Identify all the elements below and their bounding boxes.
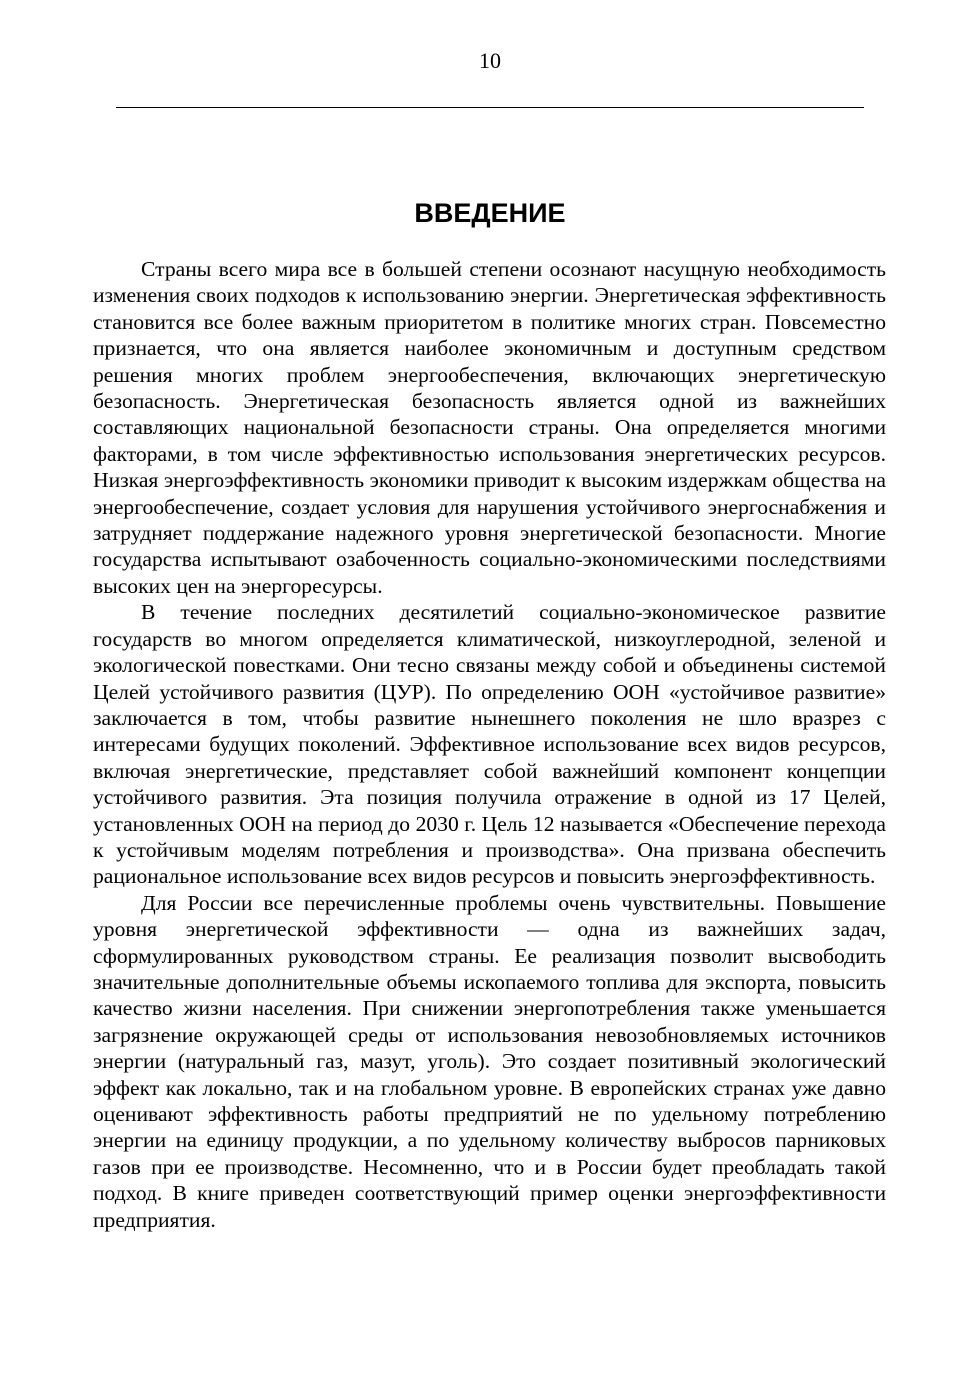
paragraph: В течение последних десятилетий социально-экономическое развитие государств во многом определяется климатической, низкоуглеродной, зеленой и экологической повестками. Они тесно связаны между собой и объединены системой Целей устойчивого развития (ЦУР). По определению ООН «устойчивое развитие» заключается в том, чтобы развитие нынешнего поколения не шло вразрез с интересами будущих поколений. Эффективное использование всех видов ресурсов, включая энергетические, представляет собой важнейший компонент концепции устойчивого развития. Эта позиция получила отражение в одной из 17 Целей, установленных ООН на период до 2030 г. Цель 12 называется «Обеспечение перехода к устойчивым моделям потребления и производства». Она призвана обеспечить рациональное использование всех видов ресурсов и повысить энергоэффективность. <box>93 600 886 889</box>
paragraph: Страны всего мира все в большей степени осознают насущную необходимость изменения своих подходов к использованию энергии. Энергетическая эффективность становится все более важным приоритетом в политике многих стран. Повсеместно признается, что она является наиболее экономичным и доступным средством решения многих проблем энергообеспечения, включающих энергетическую безопасность. Энергетическая безопасность является одной из важнейших составляющих национальной безопасности страны. Она определяется многими факторами, в том числе эффективностью использования энергетических ресурсов. Низкая энергоэффективность экономики приводит к высоким издержкам общества на энергообеспечение, создает условия для нарушения устойчивого энергоснабжения и затрудняет поддержание надежного уровня энергетической безопасности. Многие государства испытывают озабоченность социально-экономическими последствиями высоких цен на энергоресурсы. <box>93 257 886 598</box>
paragraph: Для России все перечисленные проблемы очень чувствительны. Повышение уровня энергетической эффективности — одна из важнейших задач, сформулированных руководством страны. Ее реализация позволит высвободить значительные дополнительные объемы ископаемого топлива для экспорта, повысить качество жизни населения. При снижении энергопотребления также уменьшается загрязнение окружающей среды от использования невозобновляемых источников энергии (натуральный газ, мазут, уголь). Это создает позитивный экологический эффект как локально, так и на глобальном уровне. В европейских странах уже давно оценивают эффективность работы предприятий не по удельному потреблению энергии на единицу продукции, а по удельному количеству выбросов парниковых газов при ее производстве. Несомненно, что и в России будет преобладать такой подход. В книге приведен соответствующий пример оценки энергоэффективности предприятия. <box>93 890 886 1232</box>
header-rule <box>116 107 864 108</box>
page-number: 10 <box>479 48 501 73</box>
body-text <box>93 256 886 1233</box>
chapter-title: ВВЕДЕНИЕ <box>414 198 566 228</box>
